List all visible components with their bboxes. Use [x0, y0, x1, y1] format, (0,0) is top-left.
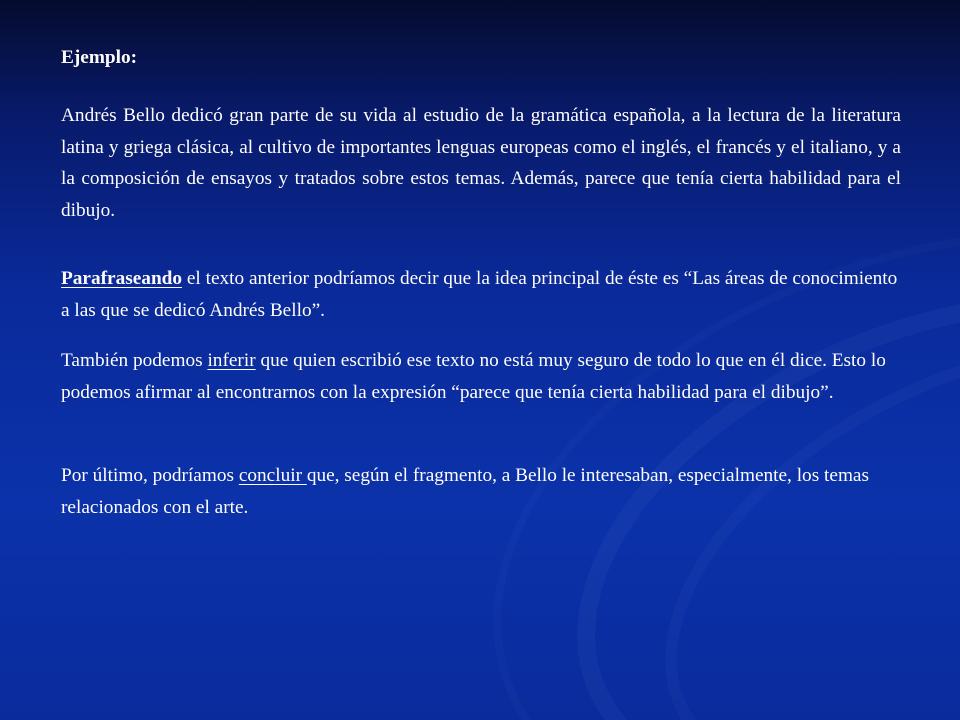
example-paragraph: Andrés Bello dedicó gran parte de su vida al estudio de la gramática española, a la lectura de la literatura latina y griega clásica, al cultivo de importantes lenguas europeas como el inglés, el francés y el italiano, y a la composición de ensayos y tratados sobre estos temas. Además, parece que tenía cierta habilidad para el dibujo. [61, 105, 901, 221]
slide-heading: Ejemplo: [61, 47, 138, 68]
keyword-concluir: concluir [238, 465, 307, 486]
conclusion-text: que, según el fragmento, a Bello le interesaban, especialmente, los temas relacionados con el arte. [61, 465, 869, 518]
conclusion-paragraph [61, 460, 901, 523]
paraphrase-paragraph [61, 263, 901, 326]
keyword-inferir: inferir [207, 350, 256, 371]
inference-paragraph [61, 345, 901, 408]
paraphrase-text: el texto anterior podríamos decir que la idea principal de éste es “Las áreas de conocimiento a las que se dedicó Andrés Bello”. [61, 268, 898, 321]
keyword-parafraseando: Parafraseando [61, 268, 183, 289]
inference-text: que quien escribió ese texto no está muy seguro de todo lo que en él dice. Esto lo podemos afirmar al encontrarnos con la expresión “parece que tenía cierta habilidad para el dibujo”. [61, 350, 886, 403]
inference-lead: También podemos [61, 350, 208, 371]
conclusion-lead: Por último, podríamos [61, 465, 239, 486]
